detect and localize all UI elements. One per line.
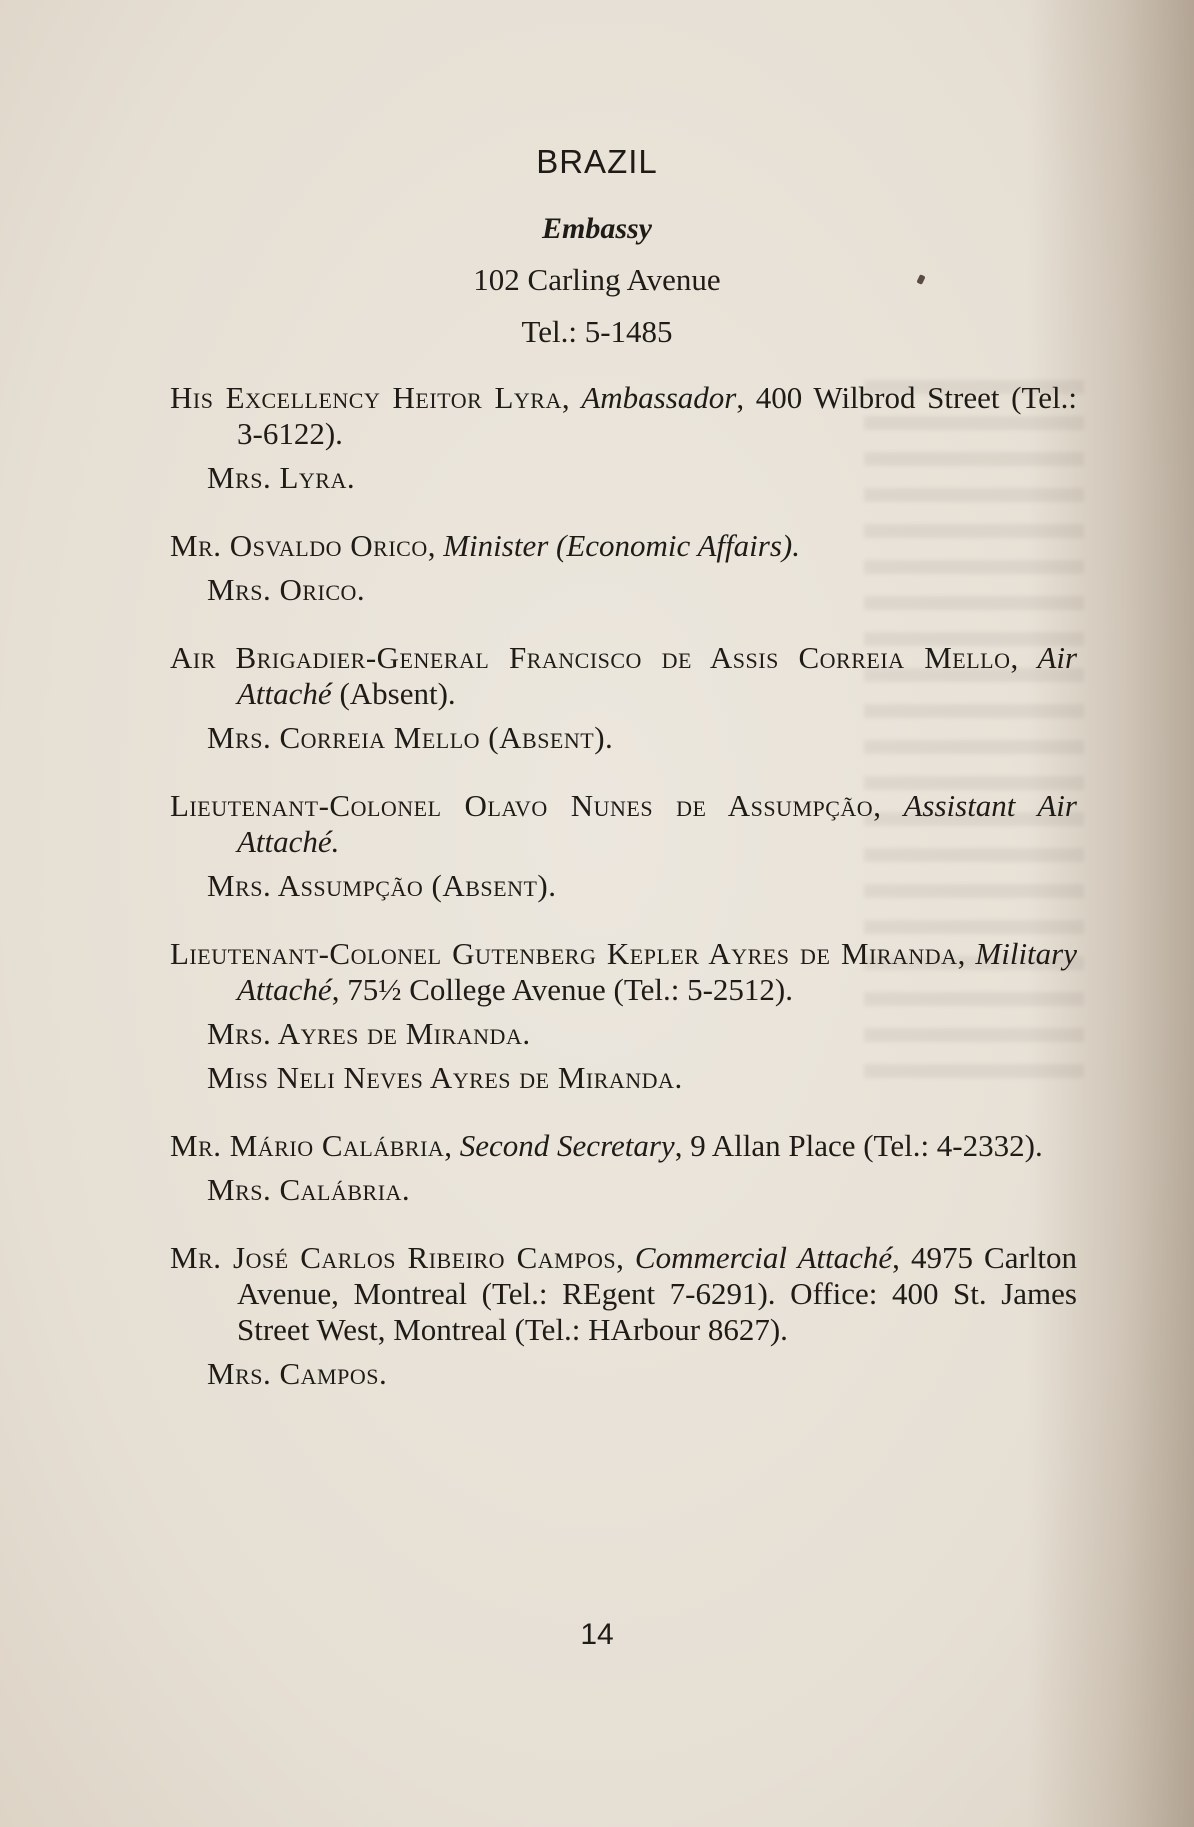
spouse-name: Mrs. Ayres de Miranda. — [207, 1016, 531, 1051]
spouse-name: Mrs. Orico. — [207, 572, 366, 607]
staff-entry — [170, 528, 1077, 608]
staff-entry — [170, 788, 1077, 904]
country-heading: BRAZIL — [536, 143, 658, 180]
person-title: Second Secretary — [459, 1128, 675, 1163]
person-details: 9 Allan Place (Tel.: 4-2332). — [690, 1128, 1043, 1163]
entry-main: His Excellency Heitor Lyra, Ambassador, 400 Wilbrod Street (Tel.: 3-6122). — [170, 380, 1078, 451]
entry-main: Air Brigadier-General Francisco de Assis Correia Mello, Air Attaché (Absent). — [170, 640, 1078, 711]
staff-entry — [170, 1128, 1077, 1208]
family-member-name: Miss Neli Neves Ayres de Miranda. — [207, 1060, 683, 1095]
person-title: Minister (Economic Affairs). — [443, 528, 800, 563]
entry-main: Mr. Osvaldo Orico, Minister (Economic Affairs). — [170, 528, 800, 563]
person-name: Air Brigadier-General Francisco de Assis Correia Mello — [170, 640, 1011, 675]
staff-entry — [170, 936, 1077, 1096]
person-title: Assistant Air Attaché. — [237, 788, 1077, 859]
staff-entry — [170, 1240, 1077, 1392]
person-title: Military Attaché — [237, 936, 1077, 1007]
person-details: 4975 Carlton Avenue, Montreal (Tel.: REgent 7-6291). Office: 400 St. James Street West, Montreal (Tel.: HArbour 8627). — [237, 1240, 1077, 1347]
entry-main: Mr. Mário Calábria, Second Secretary, 9 Allan Place (Tel.: 4-2332). — [170, 1128, 1043, 1163]
person-name: His Excellency Heitor Lyra — [170, 380, 562, 415]
entry-main: Mr. José Carlos Ribeiro Campos, Commercial Attaché, 4975 Carlton Avenue, Montreal (Tel.: REgent 7-6291). Office: 400 St. James Street West, Montreal (Tel.: HArbour 8627). — [170, 1240, 1077, 1347]
section-subtitle: Embassy — [541, 212, 652, 245]
person-title: Commercial Attaché — [634, 1240, 893, 1275]
person-name: Mr. Osvaldo Orico — [170, 528, 428, 563]
person-details: (Absent). — [339, 676, 456, 711]
staff-entry — [170, 640, 1077, 756]
entry-main: Lieutenant-Colonel Olavo Nunes de Assumpção, Assistant Air Attaché. — [170, 788, 1077, 859]
staff-entry — [170, 380, 1077, 496]
spouse-name: Mrs. Correia Mello (Absent). — [207, 720, 614, 755]
spouse-name: Mrs. Campos. — [207, 1356, 388, 1391]
person-details: 75½ College Avenue (Tel.: 5-2512). — [347, 972, 793, 1007]
staff-list — [170, 380, 1077, 1424]
person-name: Mr. Mário Calábria — [170, 1128, 445, 1163]
person-details: 400 Wilbrod Street (Tel.: 3-6122). — [237, 380, 1078, 451]
spouse-name: Mrs. Calábria. — [207, 1172, 411, 1207]
person-name: Lieutenant-Colonel Olavo Nunes de Assumpção — [170, 788, 874, 823]
page-number: 14 — [580, 1618, 614, 1651]
embassy-telephone: Tel.: 5-1485 — [521, 314, 673, 349]
person-name: Mr. José Carlos Ribeiro Campos — [170, 1240, 617, 1275]
spouse-name: Mrs. Lyra. — [207, 460, 356, 495]
spouse-name: Mrs. Assumpção (Absent). — [207, 868, 557, 903]
entry-main: Lieutenant-Colonel Gutenberg Kepler Ayres de Miranda, Military Attaché, 75½ College Avenue (Tel.: 5-2512). — [170, 936, 1077, 1007]
embassy-address: 102 Carling Avenue — [473, 262, 721, 297]
person-title: Air Attaché — [237, 640, 1078, 711]
person-name: Lieutenant-Colonel Gutenberg Kepler Ayres de Miranda — [170, 936, 958, 971]
person-title: Ambassador — [581, 380, 737, 415]
